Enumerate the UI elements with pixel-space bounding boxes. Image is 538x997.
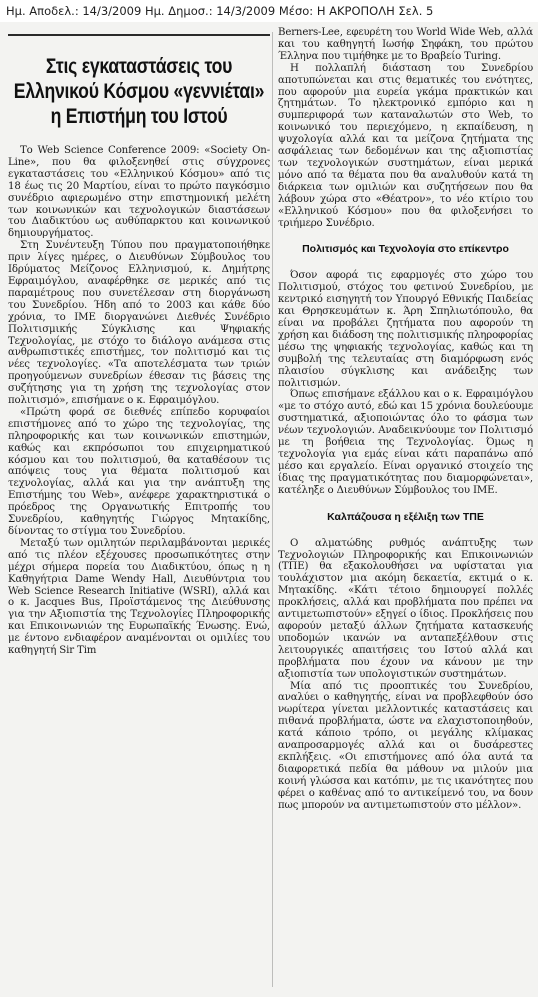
article-right-column [278, 27, 533, 992]
article-paragraph: Το Web Science Conference 2009: «Society On-Line», που θα φιλοξενηθεί στις σύγχρονες εγκαταστάσεις του «Ελληνικού Κόσμου» από τις 18 έως τις 20 Μαρτίου, είναι το πρώτο παγκόσμιο συνέδριο αφιερωμένο στην επιστημονική μελέτη των κοινωνικών και τεχνολογικών διαστάσεων του Διαδικτύου ως αυθύπαρκτου και κοινωνικού δημιουργήματος. [8, 145, 270, 240]
article-paragraph: Όπως επισήμανε εξάλλου και ο κ. Εφραιμόγλου «με το στόχο αυτό, εδώ και 15 χρόνια δουλεύουμε συστηματικά, αξιοποιώντας όλο το φάσμα των νέων τεχνολογιών. Αναδεικνύουμε τον Πολιτισμό με τη βοήθεια της Τεχνολογίας. Όμως η τεχνολογία για εμάς είναι κάτι παραπάνω από μέσο και εργαλείο. Είναι οργανικό στοιχείο της ίδιας της πραγματικότητας που διαμορφώνεται», κατέληξε ο Διευθύνων Σύμβουλος του ΙΜΕ. [278, 389, 533, 496]
article-left-column [8, 36, 270, 991]
article-paragraph: Berners-Lee, εφευρέτη του World Wide Web, αλλά και του καθηγητή Ιωσήφ Σηφάκη, του πρώτου Έλληνα που τιμήθηκε με το Βραβείο Turing. [278, 27, 533, 62]
article-subheading: Καλπάζουσα η εξέλιξη των ΤΠΕ [327, 510, 484, 523]
article-paragraph: Στη Συνέντευξη Τύπου που πραγματοποιήθηκε πριν λίγες ημέρες, ο Διευθύνων Σύμβουλος του Ιδρύματος Μείζονος Ελληνισμού, κ. Δημήτρης Εφραιμόγλου, αναφέρθηκε σε μερικές από τις παραμέτρους που συνετέλεσαν στη διοργάνωση του Συνεδρίου. Ήδη από το 2003 και κάθε δύο χρόνια, το ΙΜΕ διοργανώνει Διεθνές Συνέδριο Πολιτισμικής Σύγκλισης και Ψηφιακής Τεχνολογίας, με στόχο το διάλογο ανάμεσα στις ανθρωπιστικές επιστήμες, τον πολιτισμό και τις νέες τεχνολογίες. «Τα αποτελέσματα των τριών προηγούμενων συνεδρίων έθεσαν τις βάσεις της συζήτησης για τη χρήση της τεχνολογίας στον πολιτισμό», επισήμανε ο κ. Εφραιμόγλου. [8, 240, 270, 407]
article-paragraph: «Πρώτη φορά σε διεθνές επίπεδο κορυφαίοι επιστήμονες από το χώρο της τεχνολογίας, της πληροφορικής και των κοινωνικών επιστημών, καθώς και εκπρόσωποι του επιχειρηματικού κόσμου και του πολιτισμού, θα καταθέσουν τις απόψεις τους για θέματα πολιτισμού και τεχνολογίας, αλλά και για την ανάπτυξη της Επιστήμης του Web», ανέφερε χαρακτηριστικά ο πρόεδρος της Οργανωτικής Επιτροπής του Συνεδρίου, καθηγητής Γιώργος Μητακίδης, δίνοντας το στίγμα του Συνεδρίου. [8, 406, 270, 537]
column-divider [272, 32, 273, 987]
article-paragraph: Μία από τις προοπτικές του Συνεδρίου, αναλύει ο καθηγητής, είναι να προβλεφθούν όσο νωρίτερα γίνεται μελλοντικές καταστάσεις και πιθανά προβλήματα, ώστε να ελαχιστοποιηθούν, κατά κάποιο τρόπο, οι μεγάλης κλίμακας αναπροσαρμογές αλλά και οι δυσάρεστες εκπλήξεις. «Οι επιστήμονες από όλα αυτά τα διαφορετικά πεδία θα μάθουν να μιλούν μια κοινή γλώσσα και κατόπιν, με τις ικανότητες που φέρει ο καθένας από το αντικείμενό του, να δουν πως μπορούν να αντιμετωπιστούν στο μέλλον». [278, 680, 533, 811]
article-headline: Στις εγκαταστάσεις του Ελληνικού Κόσμου «γεννιέται» η Επιστήμη του Ιστού [13, 54, 265, 128]
clipping-meta-header [0, 0, 538, 22]
article-subheading: Πολιτισμός και Τεχνολογία στο επίκεντρο [302, 243, 509, 256]
clipping-meta-line: Ημ. Αποδελ.: 14/3/2009 Ημ. Δημοσ.: 14/3/2009 Μέσο: Η ΑΚΡΟΠΟΛΗ Σελ. 5 [6, 4, 434, 18]
article-paragraph: Μεταξύ των ομιλητών περιλαμβάνονται μερικές από τις πλέον εξέχουσες προσωπικότητες στην μέχρι σήμερα πορεία του Διαδικτύου, όπως η η Καθηγήτρια Dame Wendy Hall, Διευθύντρια του Web Science Research Initiative (WSRI), αλλά και ο κ. Jacques Bus, Προϊστάμενος της Διεύθυνσης για την Αξιοπιστία της Τεχνολογίες Πληροφορικής και Επικοινωνιών της Ευρωπαϊκής Ένωσης. Ενώ, με έντονο ενδιαφέρον αναμένονται οι ομιλίες του καθηγητή Sir Tim [8, 537, 270, 657]
article-paragraph: Η πολλαπλή διάσταση του Συνεδρίου αποτυπώνεται και στις θεματικές του ενότητες, που αφορούν μια ευρεία γκάμα πρακτικών και ζητημάτων. Το ηλεκτρονικό εμπόριο και η συμπεριφορά των καταναλωτών στο Web, το κοινωνικό του περιεχόμενο, η εκπαίδευση, η ψυχολογία αλλά και τα μείζονα ζητήματα της ασφάλειας των δεδομένων και της αξιοπιστίας των τεχνολογικών συστημάτων, είναι μερικά μόνο από τα θέματα που θα αναλυθούν κατά τη διάρκεια των ομιλιών και συζητήσεων που θα λάβουν χώρα στο «Θέατρον», το νέο κτίριο του «Ελληνικού Κόσμου» που θα φιλοξενήσει το τριήμερο Συνέδριο. [278, 62, 533, 229]
article-paragraph: Όσον αφορά τις εφαρμογές στο χώρο του Πολιτισμού, στόχος του φετινού Συνεδρίου, με κεντρικό εισηγητή τον Υπουργό Εθνικής Παιδείας και Θρησκευμάτων κ. Άρη Σπηλιωτόπουλο, θα είναι να προβάλει ζητήματα που αφορούν τη χρήση και διάδοση της πολιτισμικής πληροφορίας μέσω της ψηφιακής τεχνολογίας, καθώς και τη συμβολή της τελευταίας στη διαμόρφωση ενός πλαισίου σύγκλισης και ανάδειξης των πολιτισμών. [278, 270, 533, 389]
article-paragraph: Ο αλματώδης ρυθμός ανάπτυξης των Τεχνολογιών Πληροφορικής και Επικοινωνιών (ΤΠΕ) θα εξακολουθήσει να υφίσταται για τουλάχιστον μια ακόμη δεκαετία, εκτιμά ο κ. Μητακίδης. «Κάτι τέτοιο δημιουργεί πολλές προκλήσεις, αλλά και προβλήματα που πρέπει να αντιμετωπιστούν» εξηγεί ο ίδιος. Προκλήσεις που αφορούν μεταξύ άλλων ζητήματα κατασκευής υποδομών ικανών να ανταπεξέλθουν στις λειτουργικές απαιτήσεις του Ιστού αλλά και προβλήματα που έχουν να κάνουν με την αξιοπιστία των υπολογιστικών συστημάτων. [278, 537, 533, 680]
